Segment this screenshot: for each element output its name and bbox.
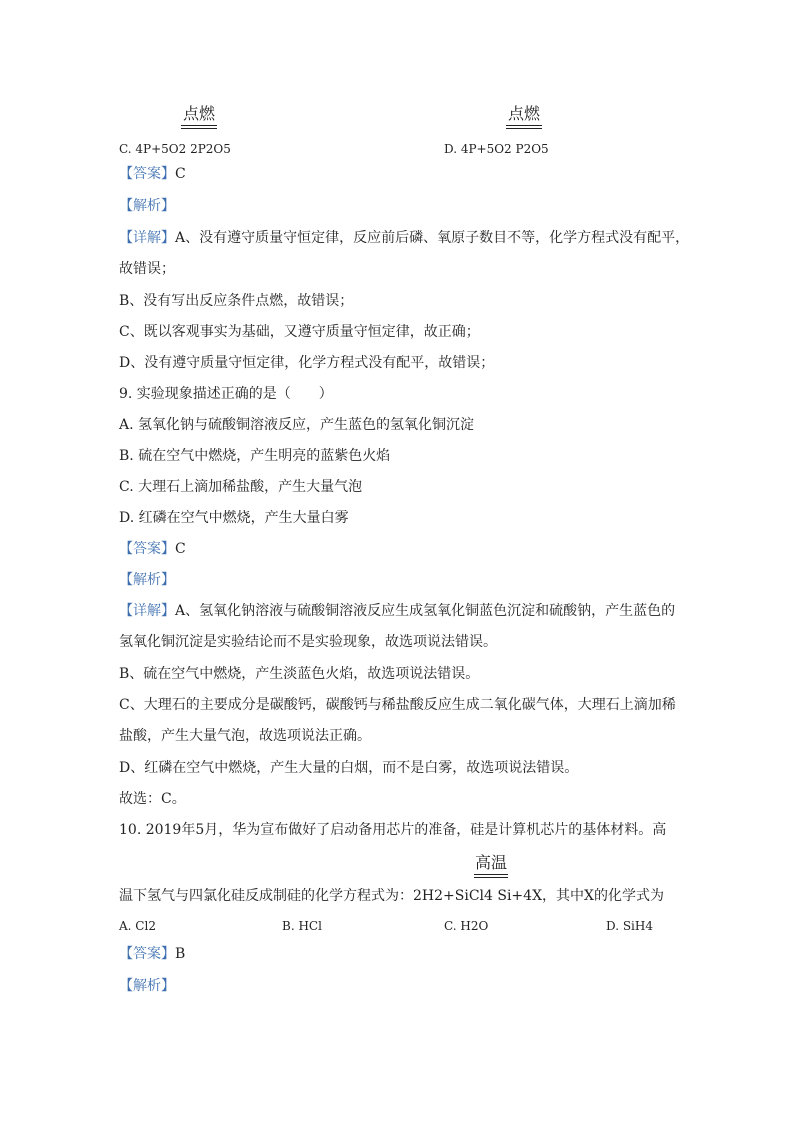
q8-detail-b: B、没有写出反应条件点燃，故错误； bbox=[119, 293, 354, 309]
equation-bar bbox=[181, 125, 217, 126]
answer-value: B bbox=[175, 946, 186, 962]
q10-option-b: B. HCl bbox=[282, 919, 322, 933]
q10-analysis-label: 【解析】 bbox=[119, 978, 175, 994]
q8-option-c: C. 4P+5O2 2P2O5 bbox=[119, 142, 231, 156]
q9-analysis-label: 【解析】 bbox=[119, 572, 175, 588]
condition-ignite-d bbox=[506, 101, 542, 129]
detail-label: 【详解】 bbox=[119, 230, 175, 246]
q9-option-c: C. 大理石上滴加稀盐酸，产生大量气泡 bbox=[119, 479, 363, 495]
equation-bar bbox=[506, 128, 542, 129]
answer-value: C bbox=[175, 166, 186, 182]
detail-label: 【详解】 bbox=[119, 603, 175, 619]
q10-option-a: A. Cl2 bbox=[119, 919, 156, 933]
q10-option-c: C. H2O bbox=[444, 919, 489, 933]
q9-option-b: B. 硫在空气中燃烧，产生明亮的蓝紫色火焰 bbox=[119, 448, 391, 464]
equation-bar bbox=[474, 877, 508, 878]
q10-option-d: D. SiH4 bbox=[606, 919, 653, 933]
detail-text: A、没有遵守质量守恒定律，反应前后磷、氧原子数目不等，化学方程式没有配平， bbox=[175, 230, 690, 246]
answer-label: 【答案】 bbox=[119, 946, 175, 962]
q8-answer bbox=[119, 164, 186, 184]
condition-text: 点燃 bbox=[507, 104, 540, 123]
q9-detail-d: D、红磷在空气中燃烧，产生大量的白烟，而不是白雾，故选项说法错误。 bbox=[119, 760, 579, 776]
q9-detail-c: C、大理石的主要成分是碳酸钙，碳酸钙与稀盐酸反应生成二氧化碳气体，大理石上滴加稀 bbox=[119, 697, 676, 713]
answer-value: C bbox=[175, 541, 186, 557]
q10-stem: 10. 2019年5月，华为宣布做好了启动备用芯片的准备，硅是计算机芯片的基体材料。高 bbox=[119, 822, 667, 838]
q8-detail-d: D、没有遵守质量守恒定律，化学方程式没有配平，故错误； bbox=[119, 355, 495, 371]
equation-bar bbox=[181, 128, 217, 129]
equation-bar bbox=[474, 874, 508, 875]
detail-text: A、氢氧化钠溶液与硫酸铜溶液反应生成氢氧化铜蓝色沉淀和硫酸钠，产生蓝色的 bbox=[175, 603, 676, 619]
q9-answer bbox=[119, 539, 186, 559]
condition-text: 点燃 bbox=[182, 104, 215, 123]
q9-stem: 9. 实验现象描述正确的是（ ） bbox=[119, 386, 333, 402]
q9-detail-a-cont: 氢氧化铜沉淀是实验结论而不是实验现象，故选项说法错误。 bbox=[119, 634, 497, 650]
condition-high-temp bbox=[474, 850, 508, 878]
q9-detail-b: B、硫在空气中燃烧，产生淡蓝色火焰，故选项说法错误。 bbox=[119, 666, 480, 682]
q8-option-d: D. 4P+5O2 P2O5 bbox=[444, 142, 549, 156]
answer-label: 【答案】 bbox=[119, 541, 175, 557]
q10-stem-cont: 温下氢气与四氯化硅反成制硅的化学方程式为：2H2+SiCl4 Si+4X，其中X的化学式为 bbox=[119, 888, 665, 904]
equation-bar bbox=[506, 125, 542, 126]
condition-text: 高温 bbox=[474, 853, 507, 872]
q8-detail-c: C、既以客观事实为基础，又遵守质量守恒定律，故正确； bbox=[119, 324, 480, 340]
q9-detail-a bbox=[119, 601, 675, 621]
q9-detail-c-cont: 盐酸，产生大量气泡，故选项说法正确。 bbox=[119, 728, 371, 744]
q9-conclusion: 故选：C。 bbox=[119, 791, 186, 807]
q8-detail-a bbox=[119, 228, 689, 248]
condition-ignite-c bbox=[181, 101, 217, 129]
q8-analysis-label: 【解析】 bbox=[119, 198, 175, 214]
answer-label: 【答案】 bbox=[119, 166, 175, 182]
q9-option-a: A. 氢氧化钠与硫酸铜溶液反应，产生蓝色的氢氧化铜沉淀 bbox=[119, 417, 475, 433]
q10-answer bbox=[119, 944, 185, 964]
q8-detail-a-cont: 故错误； bbox=[119, 261, 175, 277]
q9-option-d: D. 红磷在空气中燃烧，产生大量白雾 bbox=[119, 510, 349, 526]
